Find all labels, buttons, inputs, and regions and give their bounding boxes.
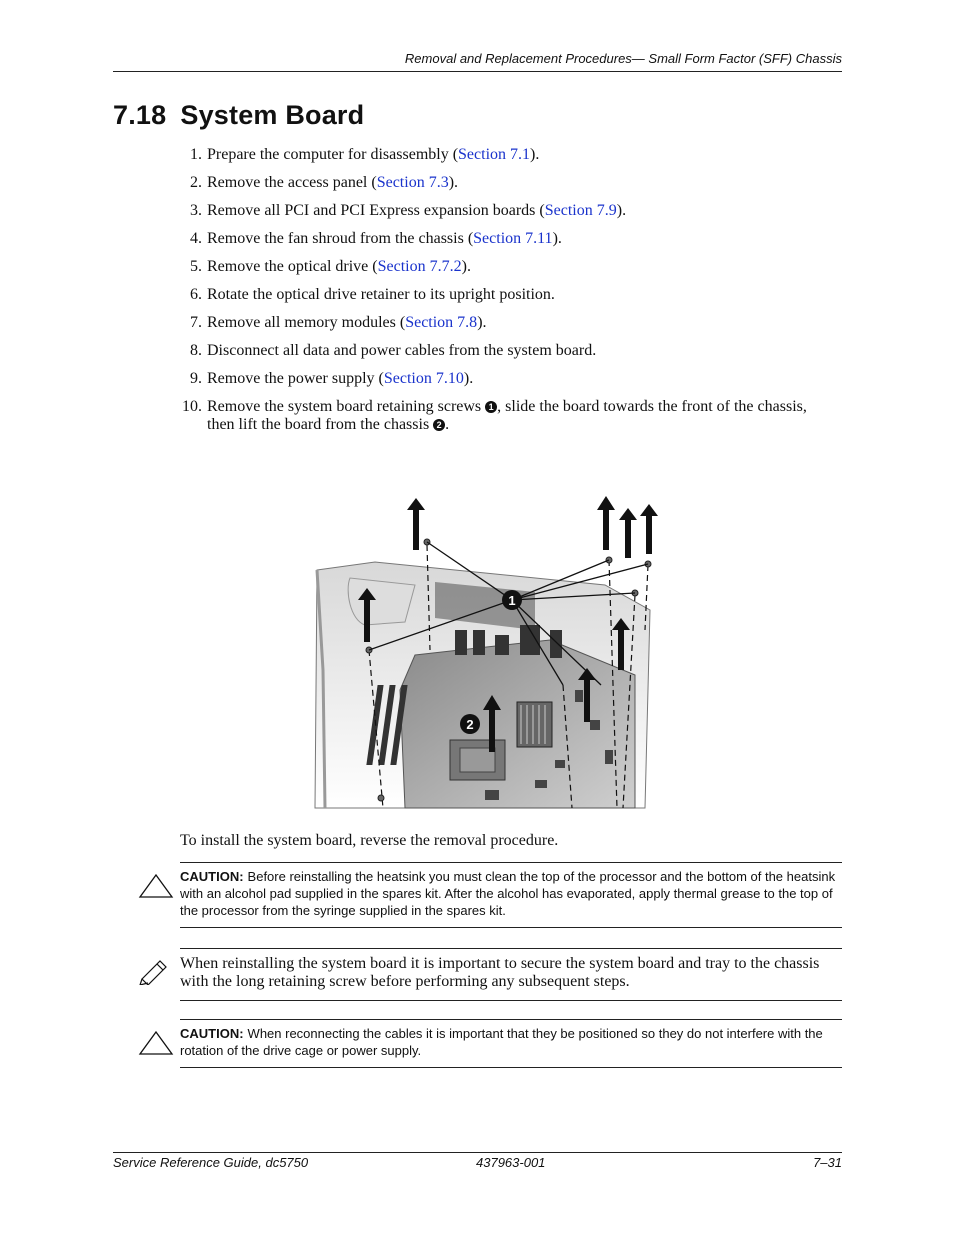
step-number: 7. bbox=[190, 314, 202, 331]
caution-body: When reconnecting the cables it is important that they be positioned so they do not interfere with the rotation of the drive cage or power supply. bbox=[180, 1026, 823, 1058]
step-number: 4. bbox=[190, 230, 202, 247]
step-number: 10. bbox=[182, 398, 202, 415]
section-link[interactable]: Section 7.9 bbox=[544, 202, 617, 219]
step-7 bbox=[180, 314, 820, 332]
section-link[interactable]: Section 7.7.2 bbox=[377, 258, 462, 275]
step-text-end: ). bbox=[461, 258, 471, 275]
step-text: Remove the optical drive ( bbox=[207, 258, 378, 275]
step-1 bbox=[180, 146, 820, 164]
step-number: 1. bbox=[190, 146, 202, 163]
step-6 bbox=[180, 286, 820, 304]
callout-1-label: 1 bbox=[508, 593, 516, 608]
caution-box-heatsink bbox=[180, 862, 842, 928]
step-text-end: ). bbox=[616, 202, 627, 219]
section-link[interactable]: Section 7.10 bbox=[383, 370, 464, 387]
step-text: Remove all memory modules ( bbox=[207, 314, 406, 331]
step-text: Remove the power supply ( bbox=[207, 370, 384, 387]
step-9 bbox=[180, 370, 820, 388]
step-3 bbox=[180, 202, 820, 220]
note-box bbox=[180, 948, 842, 1001]
step-text-end: ). bbox=[552, 230, 562, 247]
caution-text bbox=[180, 863, 842, 927]
footer-guide-title: Service Reference Guide, dc5750 bbox=[113, 1155, 309, 1170]
footer-part-number: 437963-001 bbox=[476, 1155, 546, 1170]
callout-2-label: 2 bbox=[466, 717, 474, 732]
step-text: Remove the fan shroud from the chassis ( bbox=[207, 230, 474, 247]
step-number: 3. bbox=[190, 202, 202, 219]
step-text: Rotate the optical drive retainer to its upright position. bbox=[207, 286, 555, 303]
step-text-mid: , slide the board towards the front of the chassis, then lift the board from the chassis bbox=[207, 398, 807, 433]
system-board-figure bbox=[305, 490, 680, 812]
caution-label: CAUTION: bbox=[180, 869, 244, 884]
section-link[interactable]: Section 7.11 bbox=[473, 230, 553, 247]
step-text: Prepare the computer for disassembly ( bbox=[207, 146, 459, 163]
section-heading: System Board bbox=[180, 100, 365, 130]
section-link[interactable]: Section 7.8 bbox=[405, 314, 478, 331]
system-board-illustration bbox=[305, 490, 680, 812]
step-text-end: ). bbox=[463, 370, 474, 387]
step-4 bbox=[180, 230, 820, 248]
footer-rule bbox=[113, 1152, 842, 1153]
install-instruction: To install the system board, reverse the removal procedure. bbox=[180, 832, 559, 849]
caution-label: CAUTION: bbox=[180, 1026, 244, 1041]
section-number: 7.18 bbox=[113, 100, 167, 130]
step-10 bbox=[180, 398, 820, 434]
step-number: 6. bbox=[190, 286, 202, 303]
header-rule bbox=[113, 71, 842, 72]
step-text-end: ). bbox=[477, 314, 487, 331]
step-text-end: ). bbox=[448, 174, 459, 191]
step-number: 8. bbox=[190, 342, 202, 359]
step-number: 9. bbox=[190, 370, 202, 387]
caution-body: Before reinstalling the heatsink you must clean the top of the processor and the bottom of the heatsink with an alcohol pad supplied in the spares kit. After the alcohol has evaporated, apply thermal grease to the top of the processor from the syringe supplied in the spares kit. bbox=[180, 869, 836, 918]
caution-text bbox=[180, 1020, 842, 1067]
section-link[interactable]: Section 7.3 bbox=[376, 174, 449, 191]
note-text: When reinstalling the system board it is important to secure the system board and tray to the chassis with the long retaining screw before performing any subsequent steps. bbox=[180, 955, 820, 990]
step-text-end: ). bbox=[530, 146, 540, 163]
caution-triangle-icon bbox=[138, 873, 174, 904]
step-number: 2. bbox=[190, 174, 202, 191]
caution-box-cables bbox=[180, 1019, 842, 1068]
callout-1-icon: 1 bbox=[485, 401, 497, 413]
step-2 bbox=[180, 174, 820, 192]
step-number: 5. bbox=[190, 258, 202, 275]
callout-2-icon: 2 bbox=[433, 419, 445, 431]
procedure-steps bbox=[180, 146, 820, 444]
step-8 bbox=[180, 342, 820, 360]
step-5 bbox=[180, 258, 820, 276]
running-header: Removal and Replacement Procedures— Small Form Factor (SFF) Chassis bbox=[404, 51, 842, 66]
step-text: Disconnect all data and power cables from the system board. bbox=[207, 342, 597, 359]
pencil-note-icon bbox=[138, 957, 170, 990]
section-link[interactable]: Section 7.1 bbox=[458, 146, 531, 163]
step-text: Remove the access panel ( bbox=[207, 174, 377, 191]
section-title bbox=[113, 100, 364, 131]
step-text: Remove all PCI and PCI Express expansion boards ( bbox=[207, 202, 545, 219]
step-text: Remove the system board retaining screws bbox=[207, 398, 486, 415]
step-text-end: . bbox=[445, 416, 450, 433]
caution-triangle-icon bbox=[138, 1030, 174, 1061]
footer-page-number: 7–31 bbox=[813, 1155, 842, 1170]
